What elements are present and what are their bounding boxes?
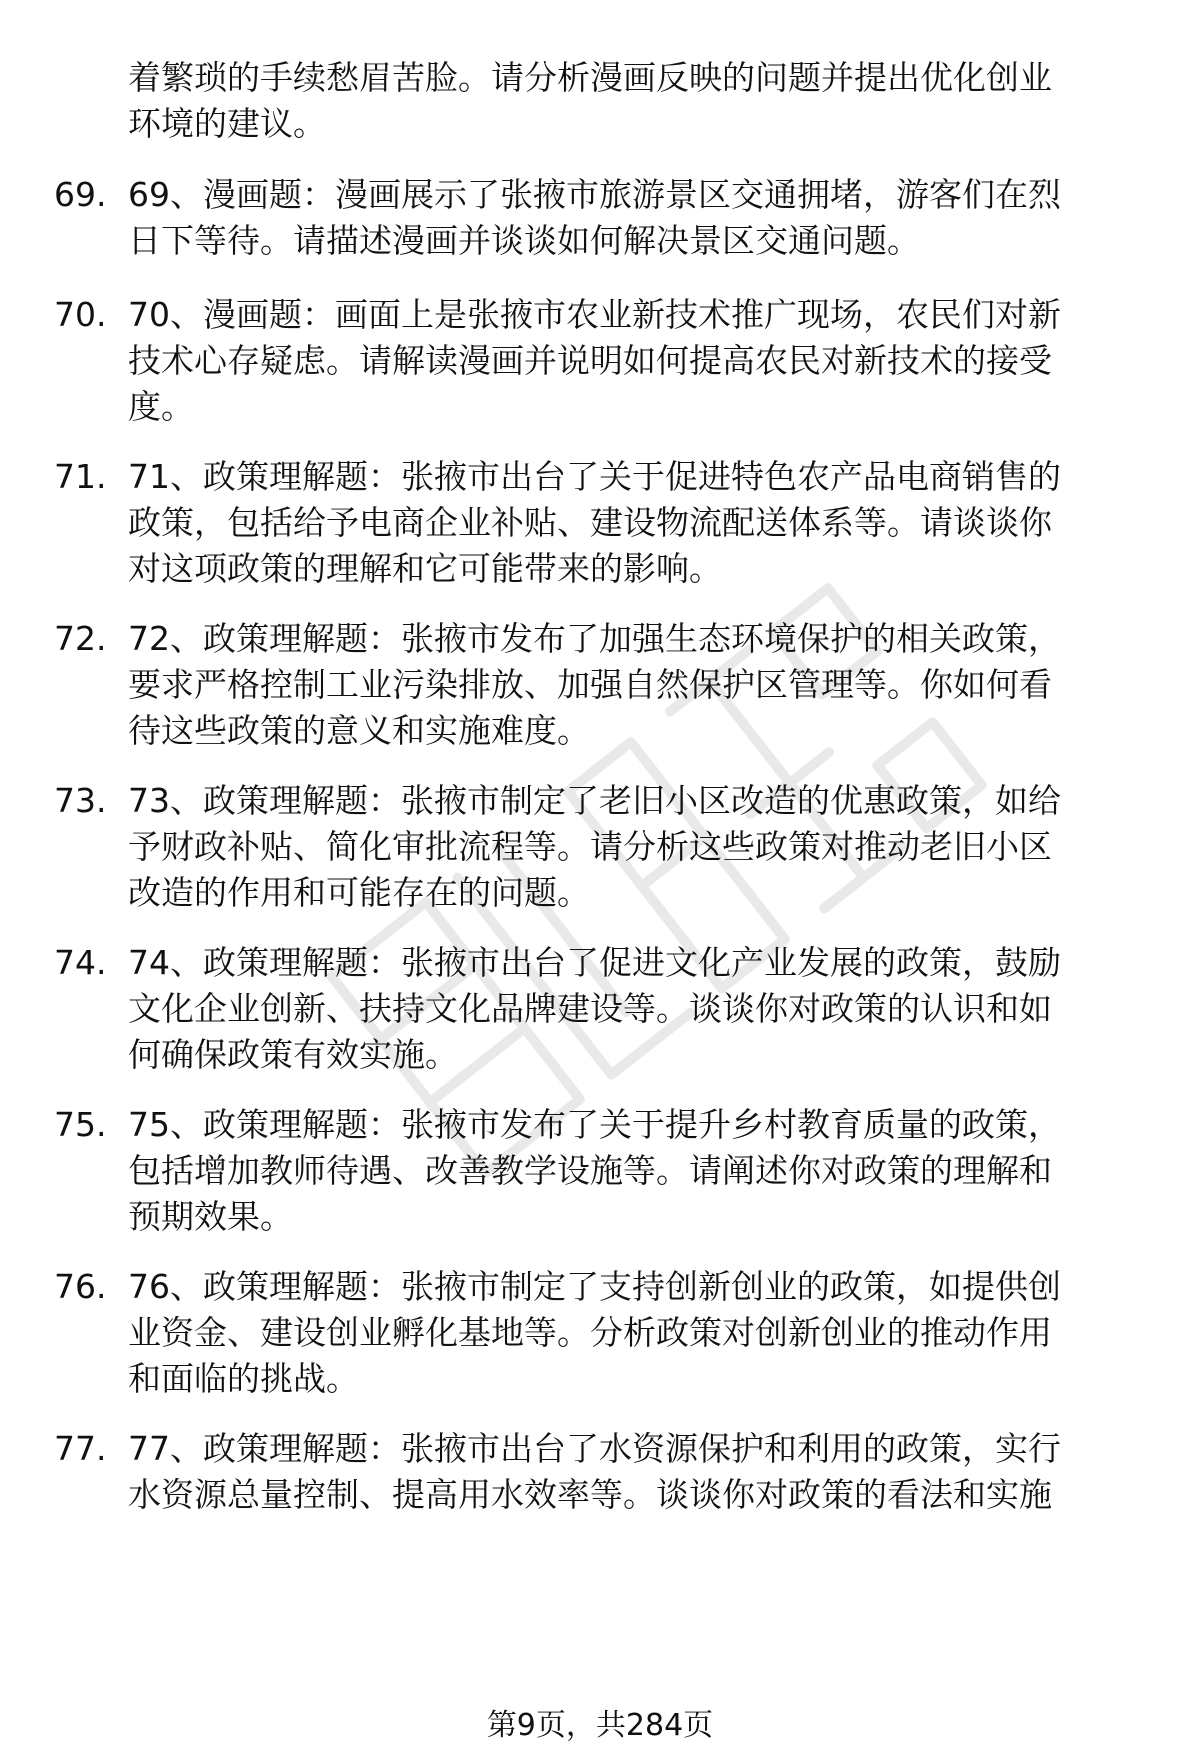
item-line: 技术心存疑虑。请解读漫画并说明如何提高农民对新技术的接受 [128, 341, 1052, 380]
item-number: 72. [54, 619, 107, 658]
item-line: 73、政策理解题：张掖市制定了老旧小区改造的优惠政策，如给 [128, 781, 1061, 820]
item-line: 和面临的挑战。 [128, 1359, 359, 1398]
item-line: 预期效果。 [128, 1197, 293, 1236]
item-line: 74、政策理解题：张掖市出台了促进文化产业发展的政策，鼓励 [128, 943, 1061, 982]
item-line: 度。 [128, 387, 194, 426]
item-line: 72、政策理解题：张掖市发布了加强生态环境保护的相关政策， [128, 619, 1061, 658]
item-line: 77、政策理解题：张掖市出台了水资源保护和利用的政策，实行 [128, 1429, 1061, 1468]
continuation-line: 环境的建议。 [128, 104, 326, 143]
item-number: 71. [54, 457, 107, 496]
item-line: 对这项政策的理解和它可能带来的影响。 [128, 549, 722, 588]
continuation-line: 着繁琐的手续愁眉苦脸。请分析漫画反映的问题并提出优化创业 [128, 58, 1052, 97]
item-line: 69、漫画题：漫画展示了张掖市旅游景区交通拥堵，游客们在烈 [128, 175, 1061, 214]
item-line: 76、政策理解题：张掖市制定了支持创新创业的政策，如提供创 [128, 1267, 1061, 1306]
item-line: 水资源总量控制、提高用水效率等。谈谈你对政策的看法和实施 [128, 1475, 1052, 1514]
item-line: 日下等待。请描述漫画并谈谈如何解决景区交通问题。 [128, 221, 920, 260]
item-number: 75. [54, 1105, 107, 1144]
item-line: 业资金、建设创业孵化基地等。分析政策对创新创业的推动作用 [128, 1313, 1052, 1352]
page-number-footer: 第9页，共284页 [486, 1708, 714, 1743]
item-number: 69. [54, 175, 107, 214]
item-line: 75、政策理解题：张掖市发布了关于提升乡村教育质量的政策， [128, 1105, 1061, 1144]
item-line: 要求严格控制工业污染排放、加强自然保护区管理等。你如何看 [128, 665, 1052, 704]
item-line: 包括增加教师待遇、改善教学设施等。请阐述你对政策的理解和 [128, 1151, 1052, 1190]
item-line: 改造的作用和可能存在的问题。 [128, 873, 590, 912]
item-number: 73. [54, 781, 107, 820]
item-number: 76. [54, 1267, 107, 1306]
item-line: 政策，包括给予电商企业补贴、建设物流配送体系等。请谈谈你 [128, 503, 1052, 542]
item-line: 文化企业创新、扶持文化品牌建设等。谈谈你对政策的认识和如 [128, 989, 1052, 1028]
item-number: 70. [54, 295, 107, 334]
item-number: 74. [54, 943, 107, 982]
item-line: 71、政策理解题：张掖市出台了关于促进特色农产品电商销售的 [128, 457, 1061, 496]
item-line: 70、漫画题：画面上是张掖市农业新技术推广现场，农民们对新 [128, 295, 1061, 334]
item-line: 予财政补贴、简化审批流程等。请分析这些政策对推动老旧小区 [128, 827, 1052, 866]
item-line: 何确保政策有效实施。 [128, 1035, 458, 1074]
item-number: 77. [54, 1429, 107, 1468]
item-line: 待这些政策的意义和实施难度。 [128, 711, 590, 750]
